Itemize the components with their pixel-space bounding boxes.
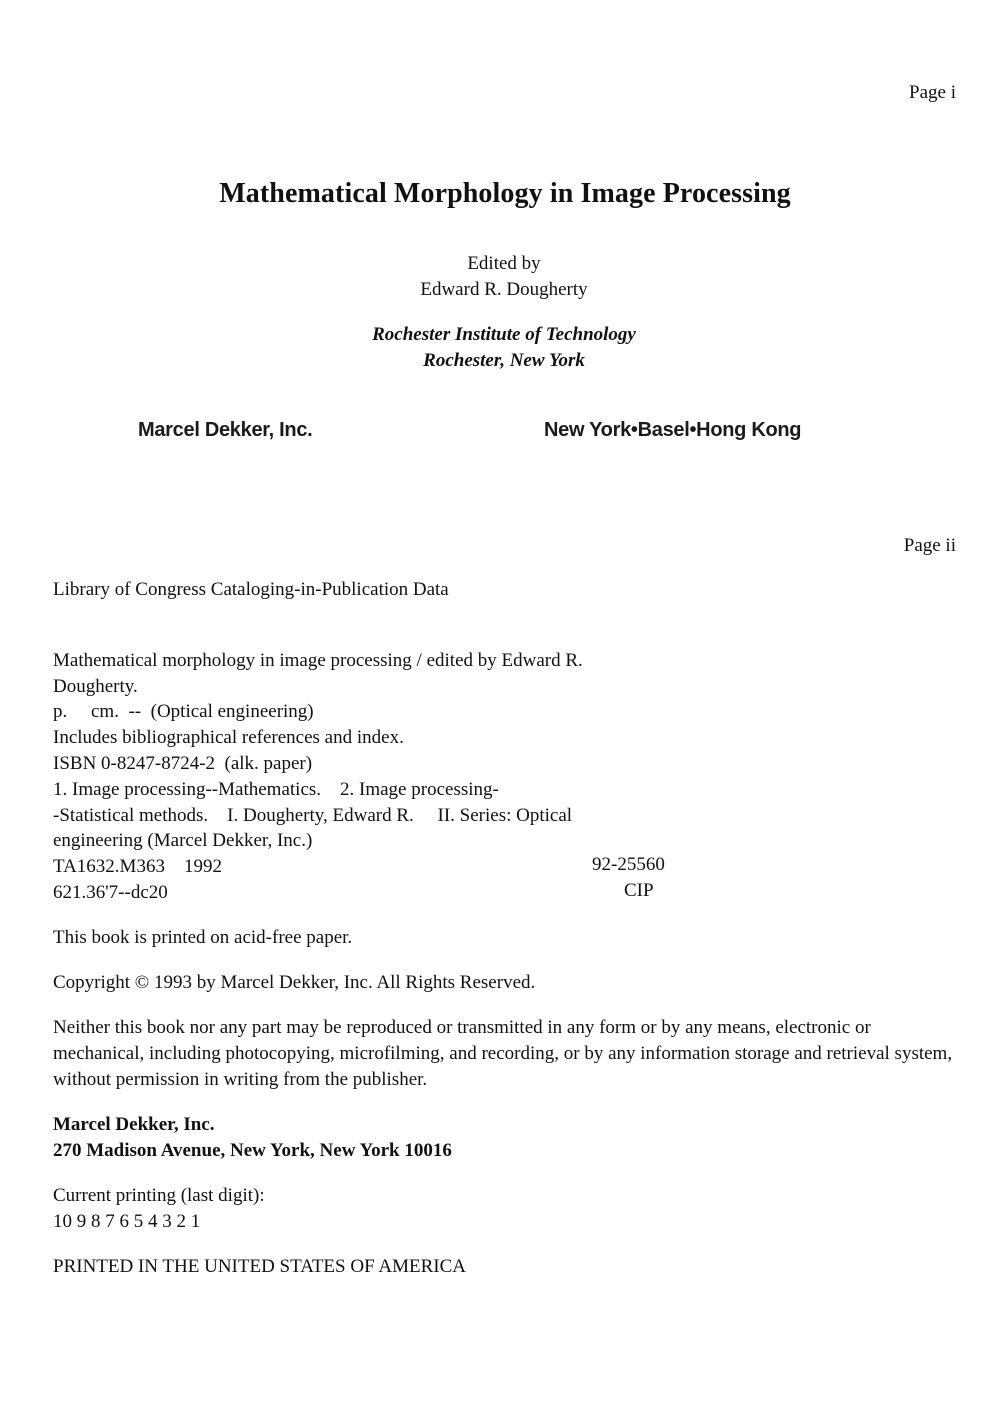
cip-line: p. cm. -- (Optical engineering): [53, 701, 314, 723]
cip-record: [53, 622, 583, 932]
publisher-name: Marcel Dekker, Inc.: [138, 419, 313, 441]
book-title: Mathematical Morphology in Image Processing: [219, 178, 791, 209]
cip-label: CIP: [624, 880, 654, 901]
page-number-label: Page ii: [903, 535, 956, 556]
lccn-number: 92-25560: [592, 854, 665, 875]
edited-by-label: Edited by: [467, 253, 541, 274]
cip-line: 621.36'7--dc20: [53, 881, 168, 903]
editor-affiliation-location: Rochester, New York: [423, 350, 585, 371]
publisher-address: 270 Madison Avenue, New York, New York 10016: [53, 1140, 452, 1161]
cip-line: ISBN 0-8247-8724-2 (alk. paper): [53, 752, 313, 774]
cip-line: engineering (Marcel Dekker, Inc.): [53, 830, 313, 852]
cip-line: Dougherty.: [53, 675, 138, 697]
editor-name: Edward R. Dougherty: [420, 279, 588, 300]
cip-line: Includes bibliographical references and index.: [53, 727, 404, 749]
printed-in-notice: PRINTED IN THE UNITED STATES OF AMERICA: [53, 1256, 466, 1277]
acid-free-notice: This book is printed on acid-free paper.: [53, 927, 353, 948]
page-number-label: Page i: [909, 82, 956, 103]
publisher-name-imprint: Marcel Dekker, Inc.: [53, 1114, 215, 1135]
cip-line: TA1632.M363 1992: [53, 856, 222, 878]
current-printing-label: Current printing (last digit):: [53, 1185, 265, 1206]
cip-line: -Statistical methods. I. Dougherty, Edward R. II. Series: Optical: [53, 804, 573, 826]
editor-affiliation: Rochester Institute of Technology: [372, 324, 636, 345]
cip-line: 1. Image processing--Mathematics. 2. Image processing-: [53, 778, 499, 800]
publisher-locations: New York•Basel•Hong Kong: [544, 419, 802, 441]
copyright-notice: Copyright © 1993 by Marcel Dekker, Inc. All Rights Reserved.: [53, 972, 536, 993]
cip-heading: Library of Congress Cataloging-in-Publication Data: [53, 579, 449, 600]
cip-line: Mathematical morphology in image processing / edited by Edward R.: [53, 649, 583, 671]
rights-notice: Neither this book nor any part may be reproduced or transmitted in any form or by any means, electronic or mechanical, including photocopying, microfilming, and recording, or by any information storage and retrieval system, without permission in writing from the publisher.: [53, 1017, 953, 1090]
printing-digits: 10 9 8 7 6 5 4 3 2 1: [53, 1211, 201, 1232]
